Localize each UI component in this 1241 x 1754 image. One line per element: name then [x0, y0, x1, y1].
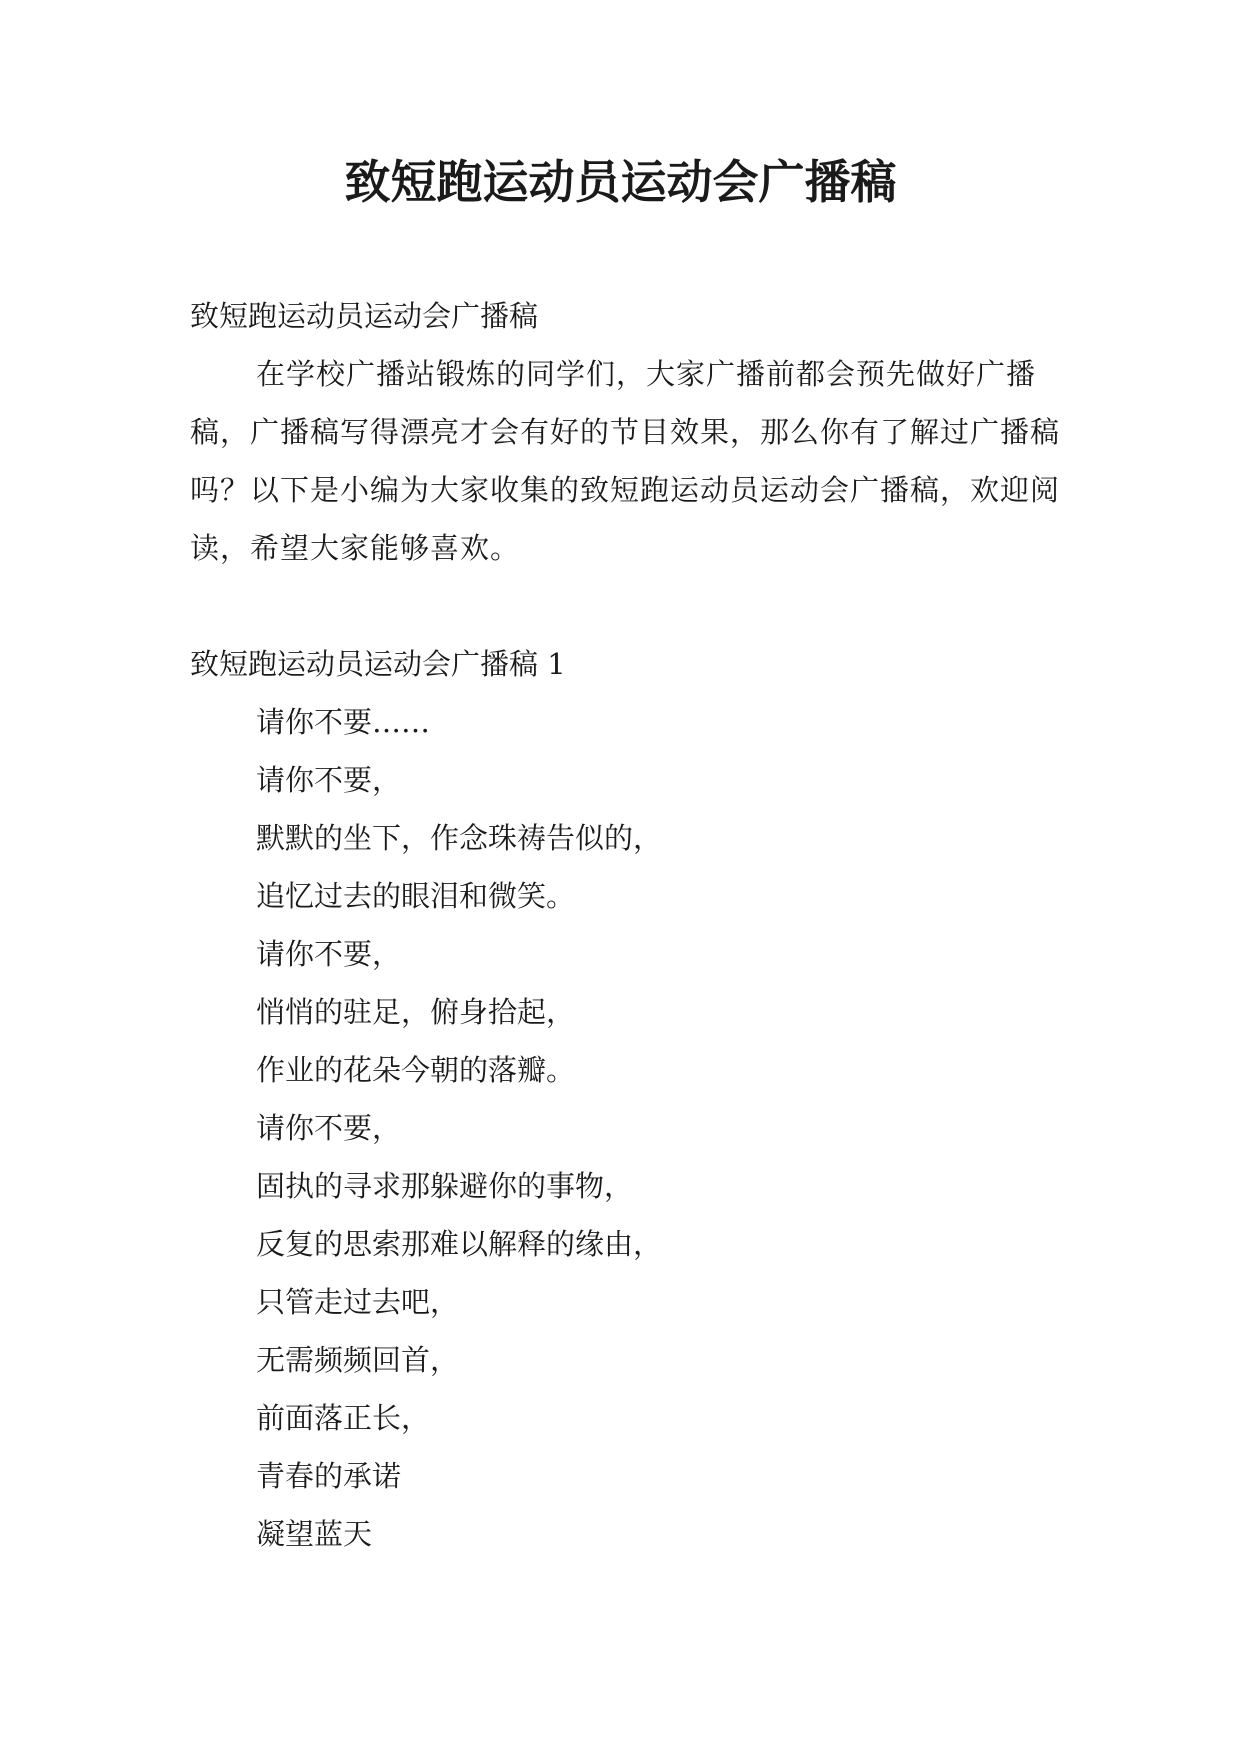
verse-line: 请你不要，: [256, 1111, 402, 1145]
verse-line: 请你不要，: [256, 763, 402, 797]
verse-line: 请你不要，: [256, 937, 402, 971]
document-subtitle: 致短跑运动员运动会广播稿: [190, 299, 539, 333]
paragraph-spacer: [190, 577, 1060, 635]
verse-line: 作业的花朵今朝的落瓣。: [256, 1053, 576, 1087]
verse-line: 只管走过去吧，: [256, 1285, 460, 1319]
verse-line: 前面落正长，: [256, 1401, 431, 1435]
verse-line: 悄悄的驻足，俯身拾起，: [256, 995, 576, 1029]
intro-paragraph: 在学校广播站锻炼的同学们，大家广播前都会预先做好广播稿，广播稿写得漂亮才会有好的节目效果，那么你有了解过广播稿吗？以下是小编为大家收集的致短跑运动员运动会广播稿，欢迎阅读，希望大家能够喜欢。: [190, 357, 1061, 565]
document-title: 致短跑运动员运动会广播稿: [344, 155, 897, 209]
document-body: [190, 287, 1060, 1563]
section-heading: 致短跑运动员运动会广播稿 1: [190, 647, 566, 681]
verse-line: 固执的寻求那躲避你的事物，: [256, 1169, 634, 1203]
verse-line: 无需频频回首，: [256, 1343, 460, 1377]
verse-line: 反复的思索那难以解释的缘由，: [256, 1227, 663, 1261]
verse-line: 默默的坐下，作念珠祷告似的，: [256, 821, 663, 855]
verse-line: 凝望蓝天: [256, 1517, 373, 1551]
verse-line: 追忆过去的眼泪和微笑。: [256, 879, 576, 913]
verse-line: 请你不要……: [256, 705, 431, 739]
verse-line: 青春的承诺: [256, 1459, 402, 1493]
